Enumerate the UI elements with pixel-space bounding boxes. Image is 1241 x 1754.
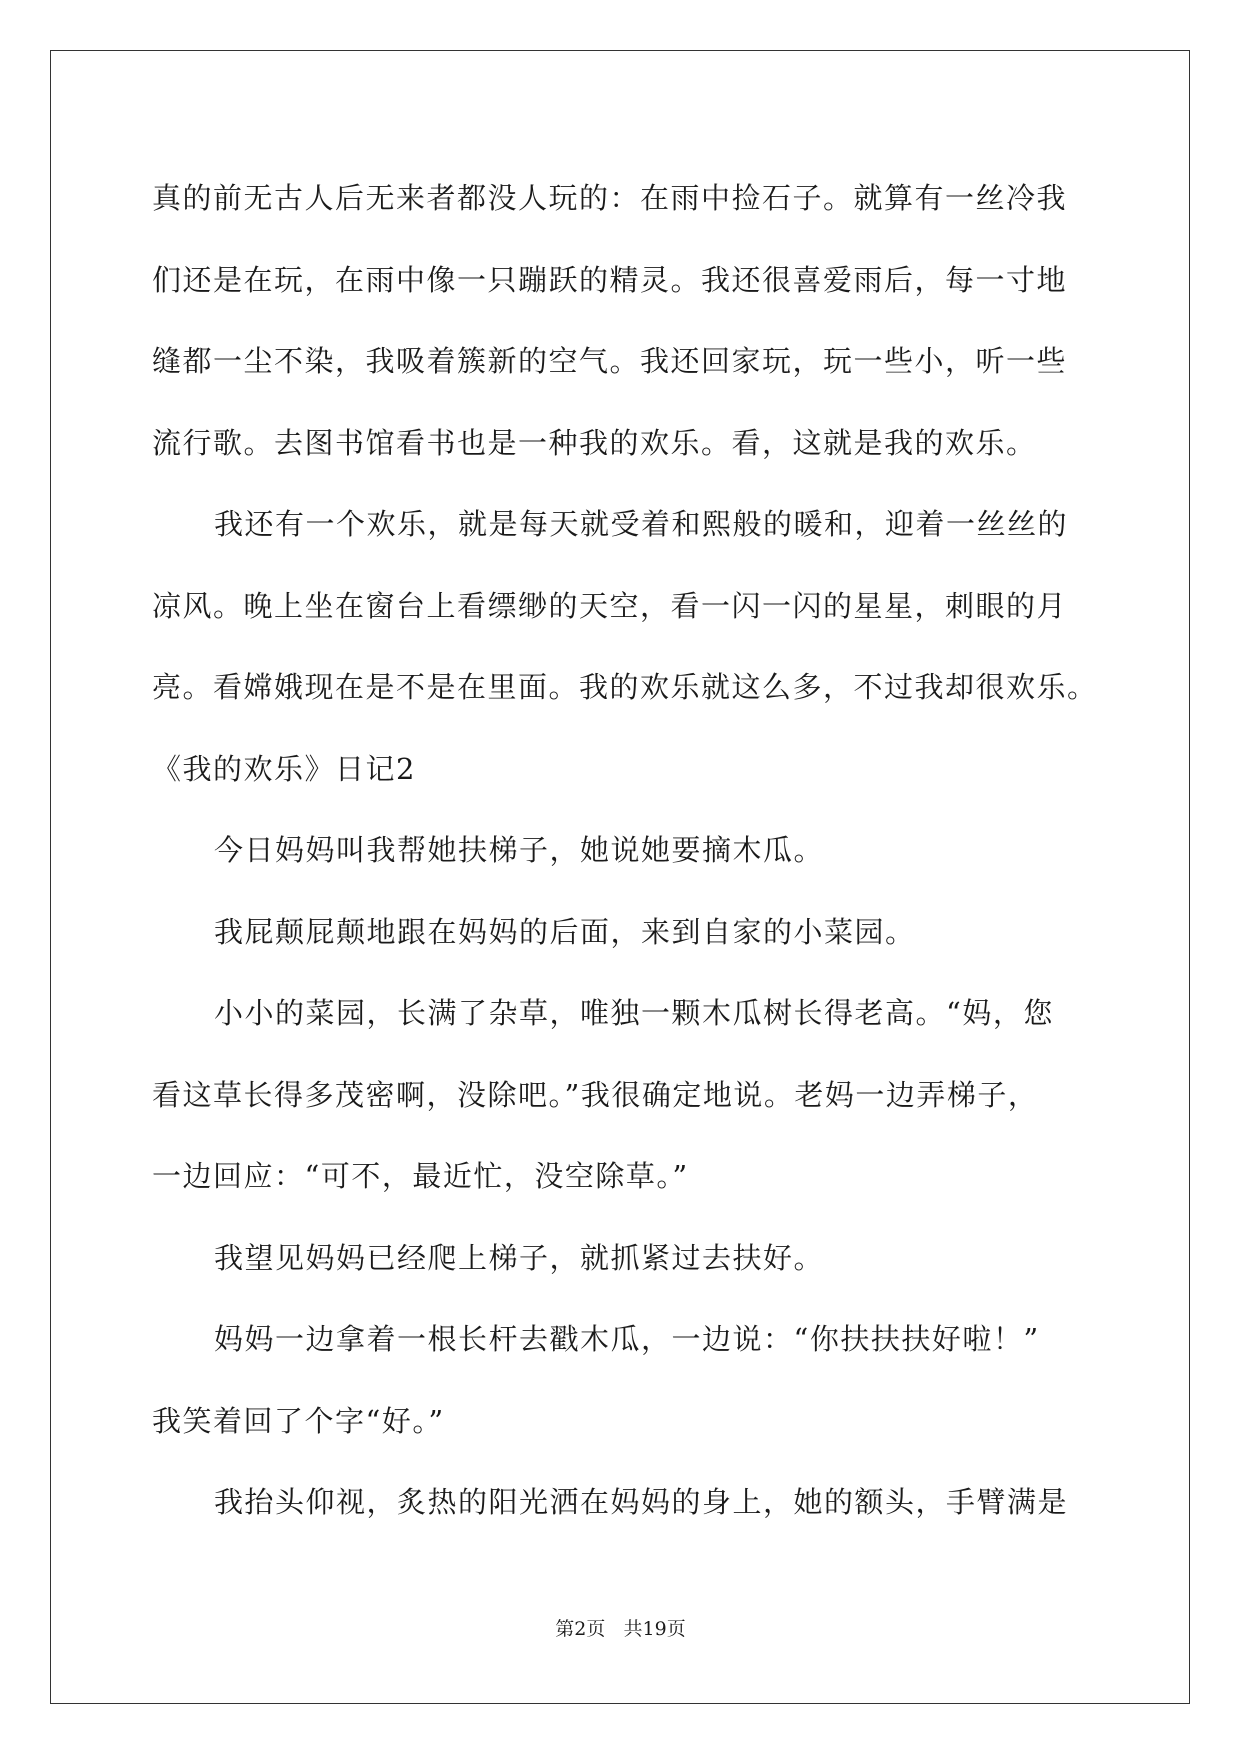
page-label: 第2页	[555, 1618, 606, 1640]
text-line: 我望见妈妈已经爬上梯子，就抓紧过去扶好。	[214, 1240, 825, 1275]
document-body	[152, 158, 1098, 1544]
text-line: 真的前无古人后无来者都没人玩的：在雨中捡石子。就算有一丝冷我	[152, 181, 1068, 215]
text-line: 缝都一尘不染，我吸着簇新的空气。我还回家玩，玩一些小，听一些	[152, 344, 1068, 378]
text-line: 一边回应：“可不，最近忙，没空除草。”	[152, 1159, 689, 1193]
text-line: 看这草长得多茂密啊，没除吧。”我很确定地说。老妈一边弄梯子，	[152, 1077, 1039, 1112]
section-title: 《我的欢乐》日记2	[152, 751, 416, 786]
text-line: 们还是在玩，在雨中像一只蹦跃的精灵。我还很喜爱雨后，每一寸地	[152, 262, 1068, 297]
text-line: 我还有一个欢乐，就是每天就受着和熙般的暖和，迎着一丝丝的	[214, 507, 1069, 541]
page-number-footer	[0, 1617, 1241, 1641]
text-line: 妈妈一边拿着一根长杆去戳木瓜，一边说：“你扶扶扶好啦！”	[214, 1322, 1040, 1356]
text-line: 小小的菜园，长满了杂草，唯独一颗木瓜树长得老高。“妈，您	[214, 996, 1054, 1030]
text-line: 我屁颠屁颠地跟在妈妈的后面，来到自家的小菜园。	[214, 914, 916, 949]
text-line: 今日妈妈叫我帮她扶梯子，她说她要摘木瓜。	[214, 833, 825, 867]
text-line: 亮。看嫦娥现在是不是在里面。我的欢乐就这么多，不过我却很欢乐。	[152, 670, 1098, 704]
text-line: 流行歌。去图书馆看书也是一种我的欢乐。看，这就是我的欢乐。	[152, 425, 1037, 460]
total-pages-label: 共19页	[623, 1618, 686, 1640]
text-line: 凉风。晚上坐在窗台上看缥缈的天空，看一闪一闪的星星，刺眼的月	[152, 588, 1068, 623]
text-line: 我抬头仰视，炙热的阳光洒在妈妈的身上，她的额头，手臂满是	[214, 1485, 1069, 1519]
text-line: 我笑着回了个字“好。”	[152, 1403, 445, 1438]
